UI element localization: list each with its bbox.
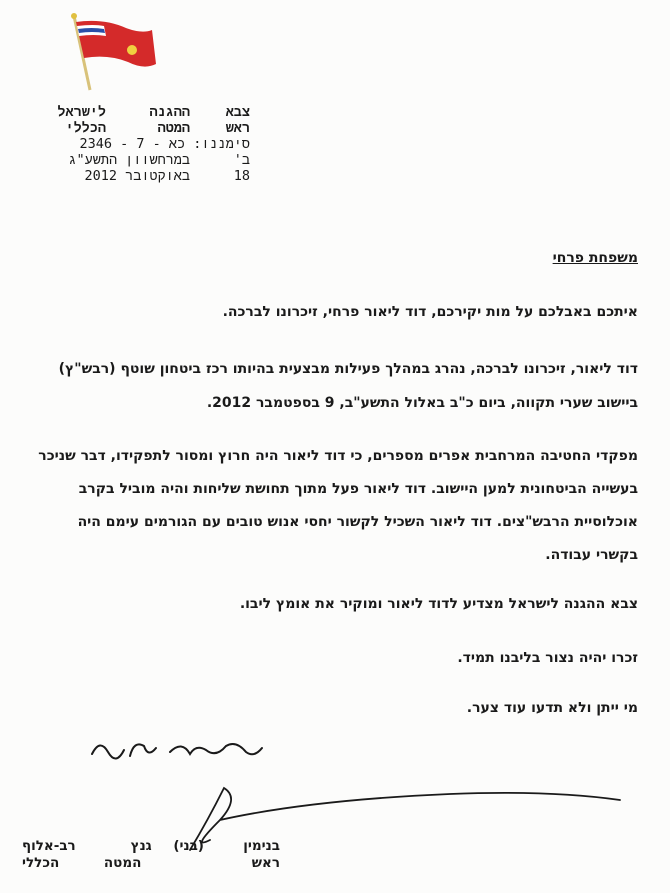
hebrew-date [30, 152, 250, 168]
paragraph: מי ייתן ולא תדעו עוד צער. [466, 700, 638, 716]
paragraph [28, 352, 638, 420]
paragraph-line: אוכלוסיית הרבש"צים. דוד ליאור השכיל לקשור יחסי אנוש טובים עם הגורמים עימם היה [77, 514, 638, 530]
signer-text: המטה [103, 855, 142, 871]
signer-title-row [22, 855, 280, 872]
reference-number [30, 136, 250, 152]
paragraph: צבא ההגנה לישראל מצדיע לדוד ליאור ומוקיר את אומץ ליבו. [239, 596, 638, 612]
gregorian-date [30, 168, 250, 184]
date-text: ב' [233, 152, 250, 168]
letterhead-text: המטה [157, 120, 190, 136]
reference-text: סימננו: כא - 7 - 2346 [79, 136, 250, 152]
paragraph-line: בעשייה הביטחונית למען היישוב. דוד ליאור פעל מתוך תחושת שליחות והיה מוביל בקרב [78, 481, 638, 497]
paragraph: זכרו יהיה נצור בליבנו תמיד. [457, 650, 638, 666]
signer-text: גנץ [130, 838, 152, 854]
letterhead-text: ההגנה [149, 104, 190, 120]
letterhead-text: לישראל [57, 104, 106, 120]
date-text: באוקטובר 2012 [84, 168, 190, 184]
paragraph-line: מפקדי החטיבה המרחבית אפרים מספרים, כי דוד ליאור היה חרוץ ומסור לתפקידו, דבר שניכר [38, 448, 638, 464]
date-text: במרחשוון התשע"ג [68, 152, 190, 168]
paragraph-line: דוד ליאור, זיכרונו לברכה, נהרג במהלך פעילות מבצעית בהיותו רכז ביטחון שוטף (רבש"ץ) [58, 361, 638, 377]
idf-flag-icon [64, 12, 160, 92]
date-text: 18 [233, 168, 250, 184]
salutation: משפחת פרחי [552, 250, 638, 266]
signer-text: הכללי [22, 855, 60, 871]
letterhead [30, 104, 250, 184]
paragraph-line: בקשרי עבודה. [545, 547, 638, 563]
handwritten-note [86, 732, 266, 768]
signer-text: (בני) [173, 838, 204, 854]
letterhead-row [30, 104, 250, 120]
paragraph [28, 440, 638, 572]
paragraph-line: ביישוב שערי תקווה, ביום כ"ב באלול התשע"ב, 9 בספטמבר 2012. [206, 395, 638, 411]
signer-rank: רב-אלוף [21, 838, 76, 854]
letterhead-text: צבא [225, 104, 250, 120]
signer-text: ראש [251, 855, 280, 871]
letterhead-text: הכללי [65, 120, 106, 136]
letterhead-row [30, 120, 250, 136]
letterhead-text: ראש [225, 120, 250, 136]
paragraph: איתכם באבלכם על מות יקירכם, דוד ליאור פרחי, זיכרונו לברכה. [222, 304, 638, 320]
signer-name-row [22, 838, 280, 855]
signer-text: בנימין [243, 838, 280, 854]
signature-block [22, 838, 280, 872]
